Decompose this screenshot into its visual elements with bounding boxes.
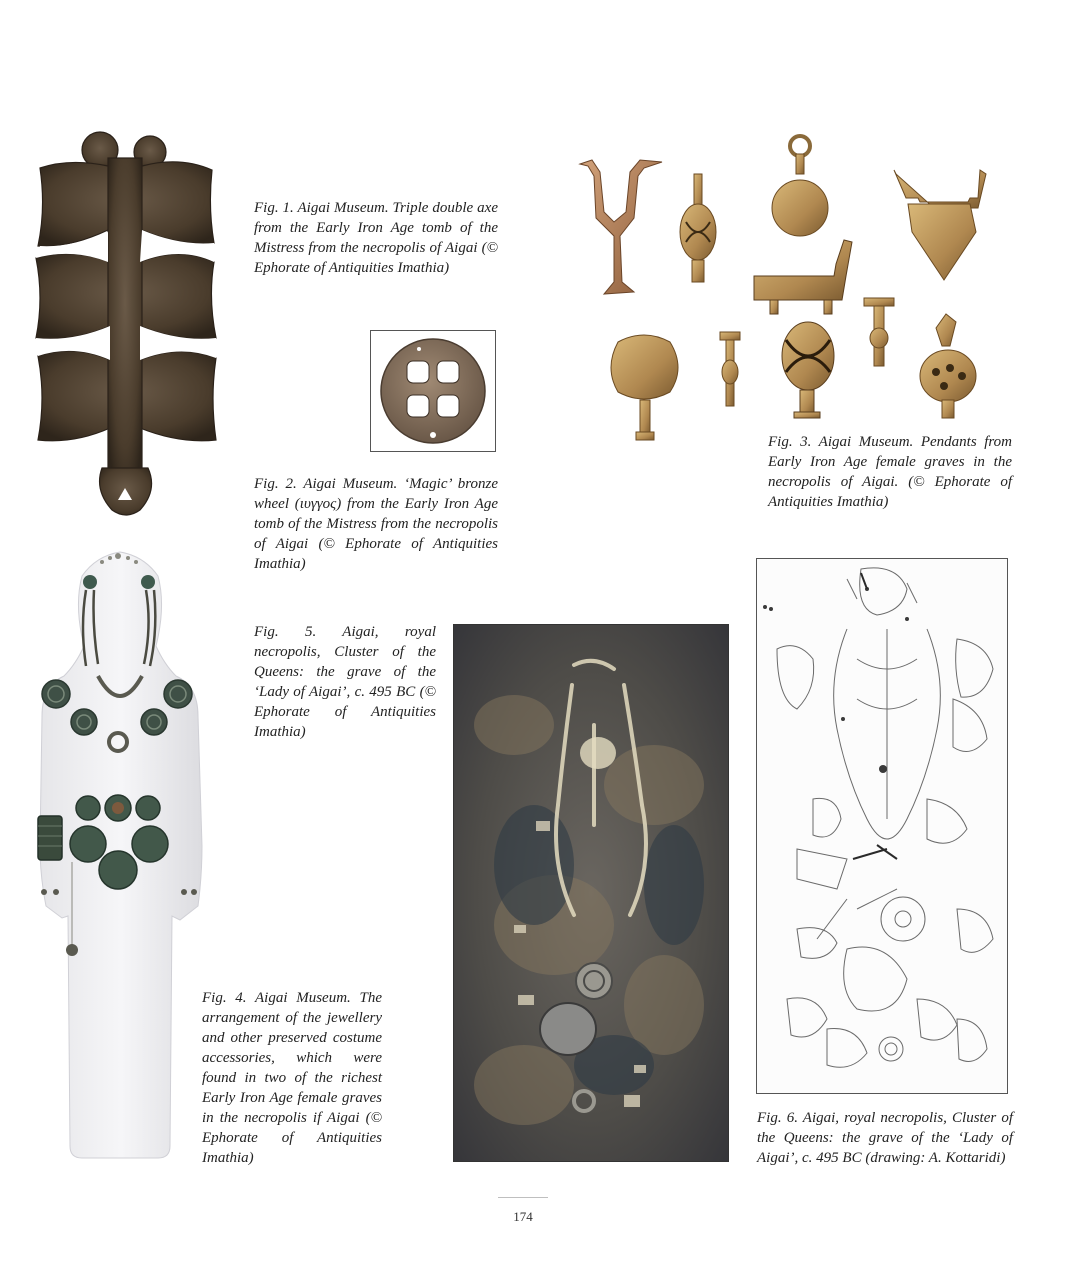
fig4-caption: Fig. 4. Aigai Museum. The arrangement of the jewellery and other preserved costume accessories, which were found in two of the richest Early Iron Age female graves in the necropolis if Aigai (© Ephorate of Antiquities Imathia) <box>202 990 382 1166</box>
fig3-caption: Fig. 3. Aigai Museum. Pendants from Early Iron Age female graves in the necropolis of Aigai. (© Ephorate of Antiquities Imathia) <box>768 434 1012 510</box>
fig2-bronze-wheel-image <box>370 330 496 452</box>
fig1-triple-double-axe-image <box>30 128 220 520</box>
fig3-pendants-image <box>574 132 1014 446</box>
fig4-costume-arrangement-image <box>36 546 204 1162</box>
fig5-caption: Fig. 5. Aigai, royal necropolis, Cluster of the Queens: the grave of the ‘Lady of Aigai’, c. 495 BC (© Ephorate of Antiquities Imathia) <box>254 624 436 740</box>
fig2-caption: Fig. 2. Aigai Museum. ‘Magic’ bronze wheel (ιυγγος) from the Early Iron Age tomb of the Mistress from the necropolis of Aigai (© Ephorate of Antiquities Imathia) <box>254 476 498 572</box>
page-number: 174 <box>513 1209 533 1224</box>
fig6-grave-drawing-image <box>756 558 1008 1094</box>
fig1-caption: Fig. 1. Aigai Museum. Triple double axe from the Early Iron Age tomb of the Mistress from the necropolis of Aigai (© Ephorate of Antiquities Imathia) <box>254 200 498 276</box>
fig6-caption: Fig. 6. Aigai, royal necropolis, Cluster of the Queens: the grave of the ‘Lady of Aigai’, c. 495 BC (drawing: A. Kottaridi) <box>757 1110 1013 1166</box>
page-number-rule <box>498 1197 548 1198</box>
fig5-grave-photo-image <box>453 624 729 1162</box>
